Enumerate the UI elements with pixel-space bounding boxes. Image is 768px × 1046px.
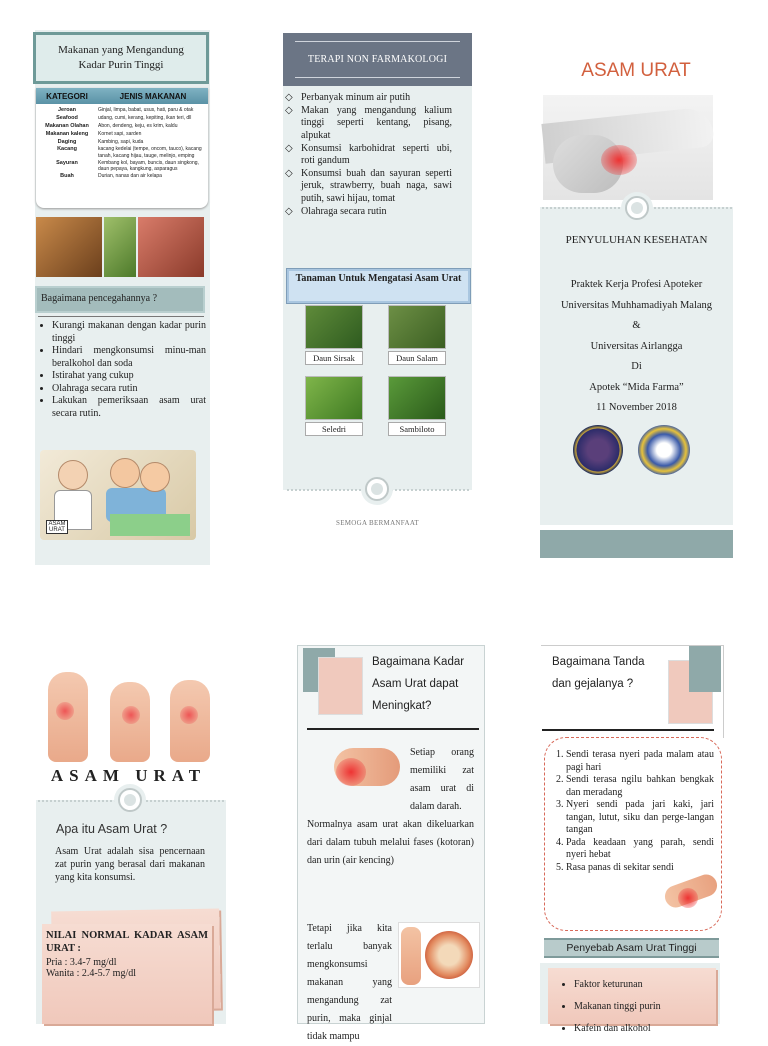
symptom-item: 1. Sendi terasa nyeri pada malam atau pagi hari: [566, 749, 714, 774]
table-row: [36, 123, 208, 130]
plants-title-box: [286, 268, 471, 304]
cover-footer-bar: [540, 530, 733, 558]
cover-line: Apotek “Mida Farma”: [589, 381, 684, 393]
table-cell-category: Makanan Olahan: [45, 122, 89, 129]
prevention-item: • Kurangi makanan dengan kadar purin tinggi: [52, 320, 206, 345]
symptoms-deco-square-2: [689, 646, 721, 692]
knee-image: [326, 736, 401, 806]
symptom-item: 4. Pada keadaan yang parah, sendi nyeri hebat: [566, 837, 714, 862]
cause-item: • Faktor keturunan: [574, 975, 714, 995]
increase-title: Bagaimana Kadar Asam Urat dapat Meningkat?: [372, 656, 465, 712]
symptoms-list: [552, 749, 714, 874]
table-cell-category: Daging: [57, 138, 77, 145]
increase-para-3: Tetapi jika kita terlalu banyak mengkonsumsi makanan yang mengandung zat purin, maka ginjal tidak mampu: [307, 923, 392, 1042]
cover-foot-image: [543, 95, 713, 200]
plant-daun-salam: [388, 305, 446, 365]
what-is-title: Apa itu Asam Urat ?: [56, 822, 168, 836]
cover-line: Universitas Airlangga: [590, 340, 683, 352]
table-cloth: [110, 514, 190, 536]
hands-image: [40, 662, 215, 767]
table-header: [36, 88, 208, 104]
table-row: [36, 107, 208, 114]
table-cell-food: Kambing, sapi, kuda: [98, 138, 144, 145]
cause-item: • Kafein dan alkohol: [574, 1019, 714, 1039]
feet-image: [662, 860, 720, 915]
cause-title-box: [544, 938, 719, 958]
table-row: [36, 160, 208, 173]
meat-image: [138, 217, 204, 277]
table-row: [36, 146, 208, 159]
symptoms-title: Bagaimana Tanda dan gejalanya ?: [552, 656, 645, 690]
table-cell-category: Sayuran: [56, 159, 78, 166]
satay-image: [36, 217, 102, 277]
table-row: [36, 131, 208, 138]
plant-daun-sirsak: [305, 305, 363, 365]
normal-value-male: Pria : 3.4-7 mg/dl: [46, 957, 117, 969]
daun-salam-image: [388, 305, 446, 349]
table-cell-category: Seafood: [56, 114, 78, 121]
joint-glow-1: [56, 702, 74, 720]
prevention-item: • Lakukan pemeriksaan asam urat secara rutin.: [52, 395, 206, 420]
table-cell-food: kacang kedelai (tempe, oncom, tauco), kacang tanah, kacang hijau, tauge, melinjo, emping: [98, 146, 202, 159]
prevention-item: • Hindari mengkonsumsi minu-man beralkohol dan soda: [52, 345, 206, 370]
umm-logo: [573, 425, 623, 475]
symptom-item: 5. Rasa panas di sekitar sendi: [566, 862, 714, 875]
seledri-label: Seledri: [305, 422, 363, 436]
joint-crosssection: [425, 931, 473, 979]
cover-divider-ornament: [625, 196, 649, 220]
prevention-heading: Bagaimana pencegahannya ?: [37, 288, 203, 311]
cover-line: 11 November 2018: [596, 402, 677, 413]
table-cell-category: Kacang: [57, 146, 77, 153]
therapy-item: ◇ Konsumsi buah dan sayuran seperti jeruk, strawberry, buah naga, sawi putih, sawi hijau, tomat: [285, 168, 452, 205]
cover-line: Praktek Kerja Profesi Apoteker: [570, 279, 703, 290]
heel-pain-glow: [601, 145, 637, 175]
therapy-item: ◇ Konsumsi karbohidrat seperti ubi, roti gandum: [285, 143, 452, 167]
prevention-item: • Olahraga secara rutin: [52, 383, 206, 396]
table-cell-food: Ginjal, limpa, babat, usus, hati, paru & otak: [98, 107, 194, 113]
prevention-list: [38, 320, 206, 420]
purine-title: Makanan yang Mengandung Kadar Purin Tinggi: [36, 35, 206, 81]
cause-list: [556, 975, 714, 1041]
therapy-divider-ornament: [365, 477, 389, 501]
cover-line: Universitas Muhhamadiyah Malang: [560, 299, 713, 311]
table-cell-food: Durian, nanas dan air kelapa: [98, 173, 162, 180]
prevention-item: • Istirahat yang cukup: [52, 370, 206, 383]
vegetable-image: [104, 217, 137, 277]
symptom-item: 3. Nyeri sendi pada jari kaki, jari tangan, lutut, siku dan perge-langan tangan: [566, 799, 714, 837]
table-cell-category: Makanan kaleng: [45, 130, 89, 137]
cover-title: ASAM URAT: [581, 60, 691, 81]
banner-title: ASAM URAT: [50, 766, 207, 785]
patient-face: [110, 458, 140, 488]
cover-subtitle: PENYULUHAN KESEHATAN: [565, 234, 708, 246]
daun-sirsak-image: [305, 305, 363, 349]
plants-title: Tanaman Untuk Mengatasi Asam Urat: [289, 271, 468, 301]
table-cell-category: Buah: [60, 173, 74, 180]
therapy-title: TERAPI NON FARMAKOLOGI: [295, 41, 460, 78]
footer-text: SEMOGA BERMANFAAT: [336, 519, 419, 527]
cartoon-doctor-image: [40, 450, 196, 540]
table-body: [36, 104, 208, 180]
plant-seledri: [305, 376, 363, 436]
increase-deco-square-2: [318, 657, 363, 715]
table-cell-category: Jeroan: [57, 107, 77, 113]
joint-glow-2: [122, 706, 140, 724]
therapy-title-box: [283, 33, 472, 86]
cause-title: Penyebab Asam Urat Tinggi: [566, 942, 697, 954]
table-cell-food: Abon, dendeng, keju, es krim, kaldu: [98, 122, 178, 129]
what-is-ornament: [118, 788, 142, 812]
finger-shape: [401, 927, 421, 985]
therapy-item: ◇ Olahraga secara rutin: [285, 206, 452, 218]
increase-para-2: Normalnya asam urat akan dikeluarkan dari dalam tubuh melalui fases (kotoran) dan urin (air kencing): [307, 819, 474, 866]
foot-pain-glow: [678, 888, 698, 908]
normal-value-female: Wanita : 2.4-5.7 mg/dl: [46, 968, 137, 980]
sambiloto-label: Sambiloto: [388, 422, 446, 436]
second-patient-face: [140, 462, 170, 492]
table-header-category: KATEGORI: [46, 91, 88, 101]
table-cell-food: Kornet sapi, sarden: [98, 130, 142, 137]
daun-sirsak-label: Daun Sirsak: [305, 351, 363, 365]
daun-salam-label: Daun Salam: [388, 351, 446, 365]
increase-para-1: Setiap orang memiliki zat asam urat di dalam darah.: [410, 747, 474, 812]
prevention-heading-box: [35, 286, 205, 313]
cover-info: [540, 275, 733, 419]
normal-values-card: [42, 924, 212, 1024]
sambiloto-image: [388, 376, 446, 420]
joint-glow-3: [180, 706, 198, 724]
table-row: [36, 139, 208, 146]
purine-table: [36, 88, 208, 208]
increase-title-rule: [307, 728, 479, 730]
cover-line: &: [632, 320, 641, 331]
doctor-face: [58, 460, 88, 490]
symptoms-title-rule: [542, 729, 714, 731]
table-cell-food: Kembang kol, bayam, buncis, daun singkong, daun pepaya, kangkung, asparagus: [98, 159, 199, 173]
therapy-item: ◇ Makan yang mengandung kalium tinggi seperti kentang, pisang, alpukat: [285, 105, 452, 142]
table-cell-food: udang, cumi, kerang, kepiting, ikan teri, dll: [98, 114, 192, 121]
food-photo: [36, 217, 204, 277]
cause-item: • Makanan tinggi purin: [574, 997, 714, 1017]
symptom-item: 2. Sendi terasa ngilu bahkan bengkak dan meradang: [566, 774, 714, 799]
table-row: [36, 173, 208, 180]
plant-sambiloto: [388, 376, 446, 436]
unair-logo: [638, 425, 690, 475]
therapy-list: [285, 92, 452, 219]
joint-anatomy-image: [398, 922, 480, 988]
table-row: [36, 115, 208, 122]
knee-pain-glow: [336, 758, 366, 786]
what-is-body: Asam Urat adalah sisa pencernaan zat purin yang berasal dari makanan yang kita konsumsi.: [55, 846, 205, 883]
cover-line: Di: [631, 361, 642, 372]
cartoon-tag: ASAM URAT: [46, 520, 68, 534]
prevention-rule: [38, 316, 204, 317]
purine-title-box: [33, 32, 209, 84]
seledri-image: [305, 376, 363, 420]
table-header-food: JENIS MAKANAN: [119, 91, 187, 101]
therapy-item: ◇ Perbanyak minum air putih: [285, 92, 452, 104]
normal-values-title: NILAI NORMAL KADAR ASAM URAT :: [46, 930, 208, 954]
